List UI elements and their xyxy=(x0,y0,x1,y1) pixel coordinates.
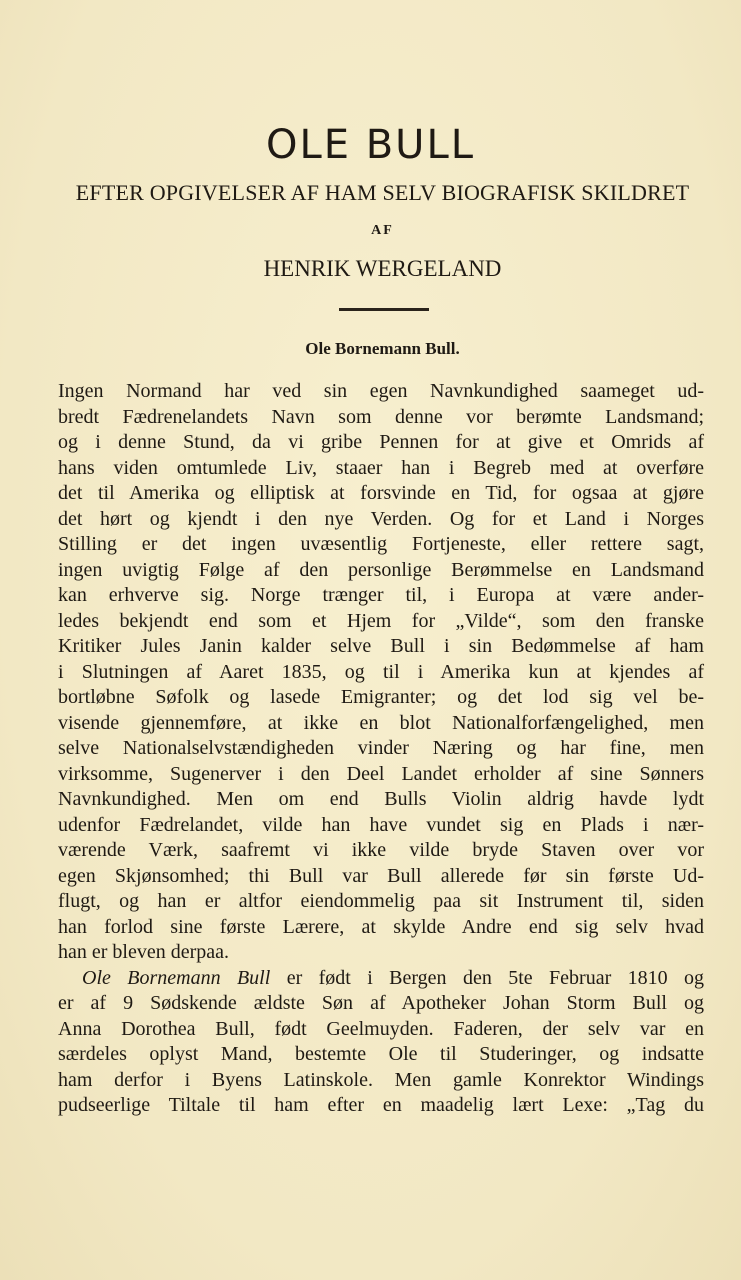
author-name: HENRIK WERGELAND xyxy=(263,256,502,281)
text-line: bortløbne Søfolk og lasede Emigranter; og det lod sig vel be- xyxy=(58,686,704,708)
text-line: særdeles oplyst Mand, bestemte Ole til Studeringer, og indsatte xyxy=(58,1043,704,1065)
text-line: det til Amerika og elliptisk at forsvinde en Tid, for ogsaa at gjøre xyxy=(58,482,704,504)
text-line: bredt Fædrenelandets Navn som denne vor berømte Landsmand; xyxy=(58,405,704,428)
text-line: Anna Dorothea Bull, født Geelmuyden. Faderen, der selv var en xyxy=(58,1017,704,1040)
section-heading: Ole Bornemann Bull. xyxy=(305,339,460,358)
text-fragment: er født i Bergen den 5te Februar 1810 og xyxy=(270,966,705,989)
text-line: er af 9 Sødskende ældste Søn af Apotheker Johan Storm Bull og xyxy=(58,992,704,1014)
text-line: udenfor Fædrelandet, vilde han have vundet sig en Plads i nær- xyxy=(58,813,704,836)
text-line-paragraph-start xyxy=(58,966,704,992)
text-line: Stilling er det ingen uvæsentlig Fortjeneste, eller rettere sagt, xyxy=(58,533,704,555)
page-subtitle: EFTER OPGIVELSER AF HAM SELV BIOGRAFISK SKILDRET xyxy=(75,180,690,205)
italic-name: Ole Bornemann Bull xyxy=(82,966,271,989)
title-divider xyxy=(339,308,429,311)
text-line: ledes bekjendt end som et Hjem for „Vilde“, som den franske xyxy=(58,609,704,632)
text-line: flugt, og han er altfor eiendommelig paa sit Instrument til, siden xyxy=(58,890,704,912)
text-line: Kritiker Jules Janin kalder selve Bull i sin Bedømmelse af ham xyxy=(58,635,704,657)
page-title: OLE BULL xyxy=(265,122,476,168)
byline: AF xyxy=(371,223,394,238)
text-line: han forlod sine første Lærere, at skylde Andre end sig selv hvad xyxy=(58,915,704,938)
text-line: Navnkundighed. Men om end Bulls Violin aldrig havde lydt xyxy=(58,788,704,810)
text-line: Ingen Normand har ved sin egen Navnkundighed saameget ud- xyxy=(58,380,704,402)
text-line: ham derfor i Byens Latinskole. Men gamle Konrektor Windings xyxy=(58,1068,704,1091)
text-line: og i denne Stund, da vi gribe Pennen for at give et Omrids af xyxy=(58,431,704,453)
text-line: hans viden omtumlede Liv, staaer han i Begreb med at overføre xyxy=(58,456,704,479)
text-line: kan erhverve sig. Norge trænger til, i Europa at være ander- xyxy=(58,584,704,606)
text-line: virksomme, Sugenerver i den Deel Landet erholder af sine Sønners xyxy=(58,762,704,785)
body-text xyxy=(58,379,704,1119)
text-line: egen Skjønsomhed; thi Bull var Bull allerede før sin første Ud- xyxy=(58,864,704,887)
text-line: pudseerlige Tiltale til ham efter en maadelig lært Lexe: „Tag du xyxy=(58,1094,704,1116)
text-line: i Slutningen af Aaret 1835, og til i Amerika kun at kjendes af xyxy=(58,660,704,683)
text-line: værende Værk, saafremt vi ikke vilde bryde Staven over vor xyxy=(58,839,704,861)
text-line: det hørt og kjendt i den nye Verden. Og for et Land i Norges xyxy=(58,507,704,530)
text-line: selve Nationalselvstændigheden vinder Næring og har fine, men xyxy=(58,737,704,759)
text-line: visende gjennemføre, at ikke en blot Nationalforfængelighed, men xyxy=(58,711,704,734)
text-line: ingen uvigtig Følge af den personlige Berømmelse en Landsmand xyxy=(58,558,704,581)
text-line: han er bleven derpaa. xyxy=(58,941,230,963)
